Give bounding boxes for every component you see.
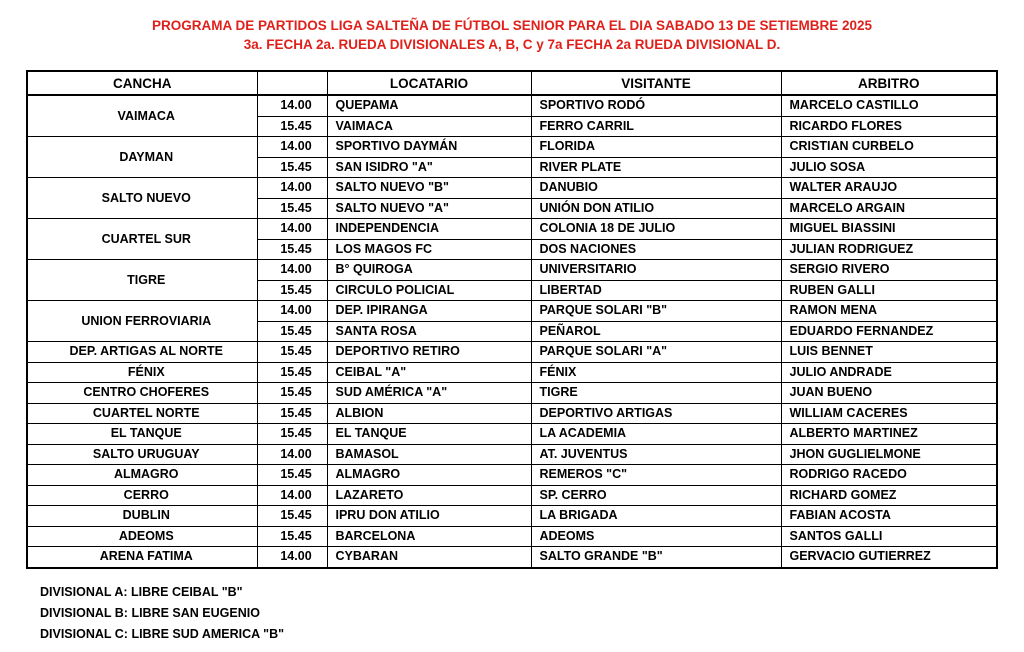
table-row [27,301,997,322]
note-divisional-b: DIVISIONAL B: LIBRE SAN EUGENIO [40,606,260,620]
hora-cell: 14.00 [257,95,327,116]
note-divisional-c: DIVISIONAL C: LIBRE SUD AMERICA "B" [40,627,285,641]
arbitro-cell: RUBEN GALLI [781,280,997,301]
column-header-arbitro: ARBITRO [781,71,997,95]
hora-cell: 15.45 [257,280,327,301]
arbitro-cell: MARCELO CASTILLO [781,95,997,116]
locatario-cell: BAMASOL [327,444,531,465]
arbitro-cell: RODRIGO RACEDO [781,465,997,486]
visitante-cell: DEPORTIVO ARTIGAS [531,403,781,424]
table-header-row [27,71,997,95]
visitante-cell: AT. JUVENTUS [531,444,781,465]
visitante-cell: SPORTIVO RODÓ [531,95,781,116]
arbitro-cell: JULIO ANDRADE [781,362,997,383]
cancha-cell: CUARTEL NORTE [27,403,257,424]
visitante-cell: LA ACADEMIA [531,424,781,445]
hora-cell: 15.45 [257,321,327,342]
locatario-cell: SALTO NUEVO "B" [327,178,531,199]
hora-cell: 14.00 [257,137,327,158]
arbitro-cell: SERGIO RIVERO [781,260,997,281]
column-header-visitante: VISITANTE [531,71,781,95]
cancha-cell: CERRO [27,485,257,506]
cancha-cell: DEP. ARTIGAS AL NORTE [27,342,257,363]
hora-cell: 14.00 [257,260,327,281]
visitante-cell: REMEROS "C" [531,465,781,486]
arbitro-cell: JULIO SOSA [781,157,997,178]
column-header-cancha: CANCHA [27,71,257,95]
table-row [27,485,997,506]
notes [40,582,284,645]
hora-cell: 14.00 [257,485,327,506]
column-header-hora [257,71,327,95]
hora-cell: 15.45 [257,465,327,486]
cancha-cell: DAYMAN [27,137,257,178]
visitante-cell: PARQUE SOLARI "A" [531,342,781,363]
visitante-cell: SP. CERRO [531,485,781,506]
hora-cell: 15.45 [257,239,327,260]
table-row [27,137,997,158]
arbitro-cell: MIGUEL BIASSINI [781,219,997,240]
arbitro-cell: SANTOS GALLI [781,526,997,547]
locatario-cell: B° QUIROGA [327,260,531,281]
table-row [27,547,997,568]
visitante-cell: PARQUE SOLARI "B" [531,301,781,322]
arbitro-cell: ALBERTO MARTINEZ [781,424,997,445]
cancha-cell: ALMAGRO [27,465,257,486]
schedule-table [26,70,998,569]
hora-cell: 14.00 [257,219,327,240]
cancha-cell: UNION FERROVIARIA [27,301,257,342]
arbitro-cell: RICARDO FLORES [781,116,997,137]
locatario-cell: LAZARETO [327,485,531,506]
locatario-cell: CIRCULO POLICIAL [327,280,531,301]
hora-cell: 15.45 [257,526,327,547]
column-header-locatario: LOCATARIO [327,71,531,95]
cancha-cell: SALTO NUEVO [27,178,257,219]
arbitro-cell: WILLIAM CACERES [781,403,997,424]
visitante-cell: COLONIA 18 DE JULIO [531,219,781,240]
cancha-cell: ADEOMS [27,526,257,547]
arbitro-cell: LUIS BENNET [781,342,997,363]
locatario-cell: CEIBAL "A" [327,362,531,383]
visitante-cell: FÉNIX [531,362,781,383]
cancha-cell: DUBLIN [27,506,257,527]
table-row [27,526,997,547]
arbitro-cell: RAMON MENA [781,301,997,322]
visitante-cell: RIVER PLATE [531,157,781,178]
locatario-cell: LOS MAGOS FC [327,239,531,260]
cancha-cell: EL TANQUE [27,424,257,445]
note-divisional-a: DIVISIONAL A: LIBRE CEIBAL "B" [40,585,243,599]
locatario-cell: CYBARAN [327,547,531,568]
page-title: PROGRAMA DE PARTIDOS LIGA SALTEÑA DE FÚTBOL SENIOR PARA EL DIA SABADO 13 DE SETIEMBRE 2025 [151,18,873,33]
arbitro-cell: JUAN BUENO [781,383,997,404]
visitante-cell: LIBERTAD [531,280,781,301]
arbitro-cell: GERVACIO GUTIERREZ [781,547,997,568]
arbitro-cell: FABIAN ACOSTA [781,506,997,527]
table-body [27,95,997,568]
hora-cell: 14.00 [257,178,327,199]
locatario-cell: EL TANQUE [327,424,531,445]
table-row [27,219,997,240]
visitante-cell: ADEOMS [531,526,781,547]
cancha-cell: SALTO URUGUAY [27,444,257,465]
locatario-cell: SAN ISIDRO "A" [327,157,531,178]
locatario-cell: INDEPENDENCIA [327,219,531,240]
cancha-cell: VAIMACA [27,95,257,137]
table-row [27,506,997,527]
visitante-cell: DOS NACIONES [531,239,781,260]
cancha-cell: ARENA FATIMA [27,547,257,568]
locatario-cell: ALMAGRO [327,465,531,486]
visitante-cell: UNIVERSITARIO [531,260,781,281]
arbitro-cell: WALTER ARAUJO [781,178,997,199]
hora-cell: 14.00 [257,301,327,322]
locatario-cell: BARCELONA [327,526,531,547]
arbitro-cell: CRISTIAN CURBELO [781,137,997,158]
table-row [27,342,997,363]
cancha-cell: FÉNIX [27,362,257,383]
hora-cell: 15.45 [257,198,327,219]
table-row [27,362,997,383]
locatario-cell: VAIMACA [327,116,531,137]
table-row [27,444,997,465]
visitante-cell: SALTO GRANDE "B" [531,547,781,568]
table-row [27,95,997,116]
locatario-cell: SUD AMÉRICA "A" [327,383,531,404]
locatario-cell: DEP. IPIRANGA [327,301,531,322]
page-subtitle: 3a. FECHA 2a. RUEDA DIVISIONALES A, B, C y 7a FECHA 2a RUEDA DIVISIONAL D. [243,37,781,52]
locatario-cell: SALTO NUEVO "A" [327,198,531,219]
hora-cell: 15.45 [257,342,327,363]
hora-cell: 14.00 [257,547,327,568]
visitante-cell: FERRO CARRIL [531,116,781,137]
locatario-cell: ALBION [327,403,531,424]
locatario-cell: SANTA ROSA [327,321,531,342]
arbitro-cell: JHON GUGLIELMONE [781,444,997,465]
locatario-cell: QUEPAMA [327,95,531,116]
hora-cell: 15.45 [257,424,327,445]
arbitro-cell: RICHARD GOMEZ [781,485,997,506]
table-row [27,465,997,486]
visitante-cell: FLORIDA [531,137,781,158]
table-row [27,424,997,445]
locatario-cell: IPRU DON ATILIO [327,506,531,527]
cancha-cell: TIGRE [27,260,257,301]
locatario-cell: SPORTIVO DAYMÁN [327,137,531,158]
hora-cell: 15.45 [257,506,327,527]
hora-cell: 15.45 [257,116,327,137]
hora-cell: 15.45 [257,383,327,404]
visitante-cell: PEÑAROL [531,321,781,342]
hora-cell: 15.45 [257,157,327,178]
hora-cell: 15.45 [257,362,327,383]
table-row [27,260,997,281]
visitante-cell: UNIÓN DON ATILIO [531,198,781,219]
hora-cell: 15.45 [257,403,327,424]
arbitro-cell: EDUARDO FERNANDEZ [781,321,997,342]
arbitro-cell: MARCELO ARGAIN [781,198,997,219]
table-row [27,383,997,404]
cancha-cell: CENTRO CHOFERES [27,383,257,404]
arbitro-cell: JULIAN RODRIGUEZ [781,239,997,260]
table-row [27,403,997,424]
table-row [27,178,997,199]
locatario-cell: DEPORTIVO RETIRO [327,342,531,363]
hora-cell: 14.00 [257,444,327,465]
visitante-cell: DANUBIO [531,178,781,199]
visitante-cell: TIGRE [531,383,781,404]
visitante-cell: LA BRIGADA [531,506,781,527]
cancha-cell: CUARTEL SUR [27,219,257,260]
